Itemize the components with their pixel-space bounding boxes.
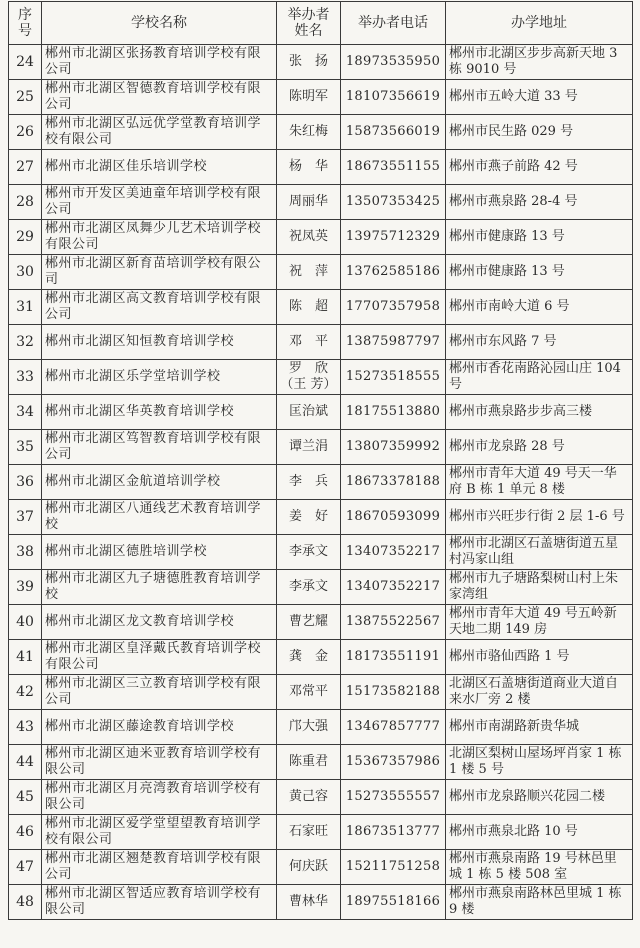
school-address: 郴州市健康路 13 号 (446, 255, 633, 290)
row-number: 37 (9, 500, 42, 535)
school-name: 郴州市北湖区佳乐培训学校 (42, 150, 277, 185)
row-number: 25 (9, 80, 42, 115)
school-name: 郴州市北湖区爱学堂望望教育培训学校有限公司 (42, 815, 277, 850)
organizer-name: 龚 金 (277, 640, 341, 675)
row-number: 30 (9, 255, 42, 290)
table-row (9, 570, 633, 605)
table-row (9, 850, 633, 885)
school-name: 郴州市北湖区凤舞少儿艺术培训学校有限公司 (42, 220, 277, 255)
school-name: 郴州市开发区美迪童年培训学校有限公司 (42, 185, 277, 220)
school-address: 郴州市南岭大道 6 号 (446, 290, 633, 325)
organizer-phone: 18175513880 (341, 395, 446, 430)
organizer-phone: 18173551191 (341, 640, 446, 675)
school-address: 郴州市骆仙西路 1 号 (446, 640, 633, 675)
table-row (9, 185, 633, 220)
organizer-name: 姜 好 (277, 500, 341, 535)
table-row (9, 780, 633, 815)
organizer-phone: 15173582188 (341, 675, 446, 710)
row-number: 42 (9, 675, 42, 710)
school-name: 郴州市北湖区乐学堂培训学校 (42, 360, 277, 395)
table-row (9, 430, 633, 465)
table-row (9, 220, 633, 255)
row-number: 41 (9, 640, 42, 675)
school-address: 郴州市南湖路新贵华城 (446, 710, 633, 745)
school-name: 郴州市北湖区皇泽戴氏教育培训学校有限公司 (42, 640, 277, 675)
organizer-phone: 18107356619 (341, 80, 446, 115)
organizer-name: 李 兵 (277, 465, 341, 500)
row-number: 36 (9, 465, 42, 500)
organizer-phone: 13762585186 (341, 255, 446, 290)
organizer-phone: 15211751258 (341, 850, 446, 885)
school-name: 郴州市北湖区笃智教育培训学校有限公司 (42, 430, 277, 465)
school-address: 郴州市青年大道 49 号天一华府 B 栋 1 单元 8 楼 (446, 465, 633, 500)
organizer-name: 李承文 (277, 570, 341, 605)
school-name: 郴州市北湖区智适应教育培训学校有限公司 (42, 885, 277, 920)
row-number: 45 (9, 780, 42, 815)
school-name: 郴州市北湖区德胜培训学校 (42, 535, 277, 570)
organizer-name: 李承文 (277, 535, 341, 570)
school-address: 郴州市燕泉路步步高三楼 (446, 395, 633, 430)
table-row (9, 500, 633, 535)
school-name: 郴州市北湖区张扬教育培训学校有限公司 (42, 45, 277, 80)
organizer-name: 周丽华 (277, 185, 341, 220)
table-row (9, 395, 633, 430)
school-address: 郴州市五岭大道 33 号 (446, 80, 633, 115)
school-address: 郴州市青年大道 49 号五岭新天地二期 149 房 (446, 605, 633, 640)
organizer-phone: 13875987797 (341, 325, 446, 360)
row-number: 33 (9, 360, 42, 395)
header-organizer: 举办者 姓名 (277, 2, 341, 45)
school-address: 郴州市龙泉路 28 号 (446, 430, 633, 465)
school-name: 郴州市北湖区知恒教育培训学校 (42, 325, 277, 360)
organizer-name: 罗 欣 （王 芳） (277, 360, 341, 395)
row-number: 34 (9, 395, 42, 430)
organizer-phone: 13507353425 (341, 185, 446, 220)
organizer-name: 黄己容 (277, 780, 341, 815)
table-row (9, 80, 633, 115)
table-row (9, 605, 633, 640)
school-name: 郴州市北湖区迪米亚教育培训学校有限公司 (42, 745, 277, 780)
organizer-phone: 15873566019 (341, 115, 446, 150)
organizer-phone: 15273555557 (341, 780, 446, 815)
table-body (9, 45, 633, 920)
school-address: 郴州市香花南路沁园山庄 104 号 (446, 360, 633, 395)
row-number: 39 (9, 570, 42, 605)
table-header (9, 2, 633, 45)
organizer-phone: 18673378188 (341, 465, 446, 500)
organizer-phone: 13875522567 (341, 605, 446, 640)
table-row (9, 465, 633, 500)
school-name: 郴州市北湖区翘楚教育培训学校有限公司 (42, 850, 277, 885)
organizer-phone: 13407352217 (341, 570, 446, 605)
table-row (9, 535, 633, 570)
row-number: 38 (9, 535, 42, 570)
school-name: 郴州市北湖区弘远优学堂教育培训学校有限公司 (42, 115, 277, 150)
header-address: 办学地址 (446, 2, 633, 45)
table-row (9, 640, 633, 675)
row-number: 40 (9, 605, 42, 640)
organizer-name: 杨 华 (277, 150, 341, 185)
organizer-phone: 17707357958 (341, 290, 446, 325)
school-address: 郴州市东风路 7 号 (446, 325, 633, 360)
table-row (9, 710, 633, 745)
row-number: 44 (9, 745, 42, 780)
organizer-name: 邝大强 (277, 710, 341, 745)
row-number: 35 (9, 430, 42, 465)
table-row (9, 45, 633, 80)
organizer-name: 祝凤英 (277, 220, 341, 255)
organizer-name: 朱红梅 (277, 115, 341, 150)
row-number: 47 (9, 850, 42, 885)
school-name: 郴州市北湖区龙文教育培训学校 (42, 605, 277, 640)
table-row (9, 325, 633, 360)
organizer-phone: 15273518555 (341, 360, 446, 395)
table-row (9, 360, 633, 395)
school-address: 郴州市燕泉南路 19 号林邑里城 1 栋 5 楼 508 室 (446, 850, 633, 885)
organizer-name: 谭兰涓 (277, 430, 341, 465)
organizer-phone: 18670593099 (341, 500, 446, 535)
organizer-phone: 13807359992 (341, 430, 446, 465)
school-address: 郴州市北湖区石盖塘街道五星村冯家山组 (446, 535, 633, 570)
organizer-phone: 13407352217 (341, 535, 446, 570)
school-name: 郴州市北湖区藤途教育培训学校 (42, 710, 277, 745)
header-school-name: 学校名称 (42, 2, 277, 45)
school-address: 北湖区梨树山屋场坪肖家 1 栋 1 楼 5 号 (446, 745, 633, 780)
school-address: 郴州市北湖区步步高新天地 3 栋 9010 号 (446, 45, 633, 80)
organizer-name: 曹林华 (277, 885, 341, 920)
school-name: 郴州市北湖区八通线艺术教育培训学校 (42, 500, 277, 535)
organizer-phone: 13467857777 (341, 710, 446, 745)
school-name: 郴州市北湖区华英教育培训学校 (42, 395, 277, 430)
header-phone: 举办者电话 (341, 2, 446, 45)
school-name: 郴州市北湖区金航道培训学校 (42, 465, 277, 500)
table-row (9, 255, 633, 290)
school-name: 郴州市北湖区九子塘德胜教育培训学校 (42, 570, 277, 605)
school-name: 郴州市北湖区智德教育培训学校有限公司 (42, 80, 277, 115)
organizer-name: 匡治斌 (277, 395, 341, 430)
organizer-name: 曹艺耀 (277, 605, 341, 640)
row-number: 27 (9, 150, 42, 185)
school-address: 郴州市燕泉路 28-4 号 (446, 185, 633, 220)
row-number: 31 (9, 290, 42, 325)
header-row (9, 2, 633, 45)
table-row (9, 815, 633, 850)
table-row (9, 115, 633, 150)
school-name: 郴州市北湖区高文教育培训学校有限公司 (42, 290, 277, 325)
school-address: 北湖区石盖塘街道商业大道自来水厂旁 2 楼 (446, 675, 633, 710)
schools-table (8, 1, 633, 920)
organizer-name: 何庆跃 (277, 850, 341, 885)
row-number: 32 (9, 325, 42, 360)
row-number: 29 (9, 220, 42, 255)
organizer-phone: 18673513777 (341, 815, 446, 850)
table-row (9, 290, 633, 325)
organizer-name: 邓常平 (277, 675, 341, 710)
organizer-name: 邓 平 (277, 325, 341, 360)
row-number: 43 (9, 710, 42, 745)
organizer-phone: 18673551155 (341, 150, 446, 185)
school-name: 郴州市北湖区新育苗培训学校有限公司 (42, 255, 277, 290)
school-name: 郴州市北湖区三立教育培训学校有限公司 (42, 675, 277, 710)
organizer-name: 石家旺 (277, 815, 341, 850)
organizer-name: 祝 萍 (277, 255, 341, 290)
organizer-name: 张 扬 (277, 45, 341, 80)
header-no: 序 号 (9, 2, 42, 45)
table-row (9, 675, 633, 710)
organizer-phone: 18973535950 (341, 45, 446, 80)
organizer-name: 陈明军 (277, 80, 341, 115)
school-address: 郴州市燕子前路 42 号 (446, 150, 633, 185)
table-row (9, 885, 633, 920)
school-address: 郴州市兴旺步行街 2 层 1-6 号 (446, 500, 633, 535)
school-address: 郴州市健康路 13 号 (446, 220, 633, 255)
school-address: 郴州市燕泉北路 10 号 (446, 815, 633, 850)
organizer-phone: 18975518166 (341, 885, 446, 920)
table-row (9, 745, 633, 780)
school-address: 郴州市九子塘路梨树山村上朱家湾组 (446, 570, 633, 605)
organizer-phone: 13975712329 (341, 220, 446, 255)
row-number: 24 (9, 45, 42, 80)
organizer-name: 陈重君 (277, 745, 341, 780)
row-number: 48 (9, 885, 42, 920)
row-number: 26 (9, 115, 42, 150)
row-number: 28 (9, 185, 42, 220)
school-address: 郴州市燕泉南路林邑里城 1 栋 9 楼 (446, 885, 633, 920)
school-name: 郴州市北湖区月亮湾教育培训学校有限公司 (42, 780, 277, 815)
organizer-name: 陈 超 (277, 290, 341, 325)
table-row (9, 150, 633, 185)
row-number: 46 (9, 815, 42, 850)
school-address: 郴州市龙泉路顺兴花园二楼 (446, 780, 633, 815)
organizer-phone: 15367357986 (341, 745, 446, 780)
school-address: 郴州市民生路 029 号 (446, 115, 633, 150)
